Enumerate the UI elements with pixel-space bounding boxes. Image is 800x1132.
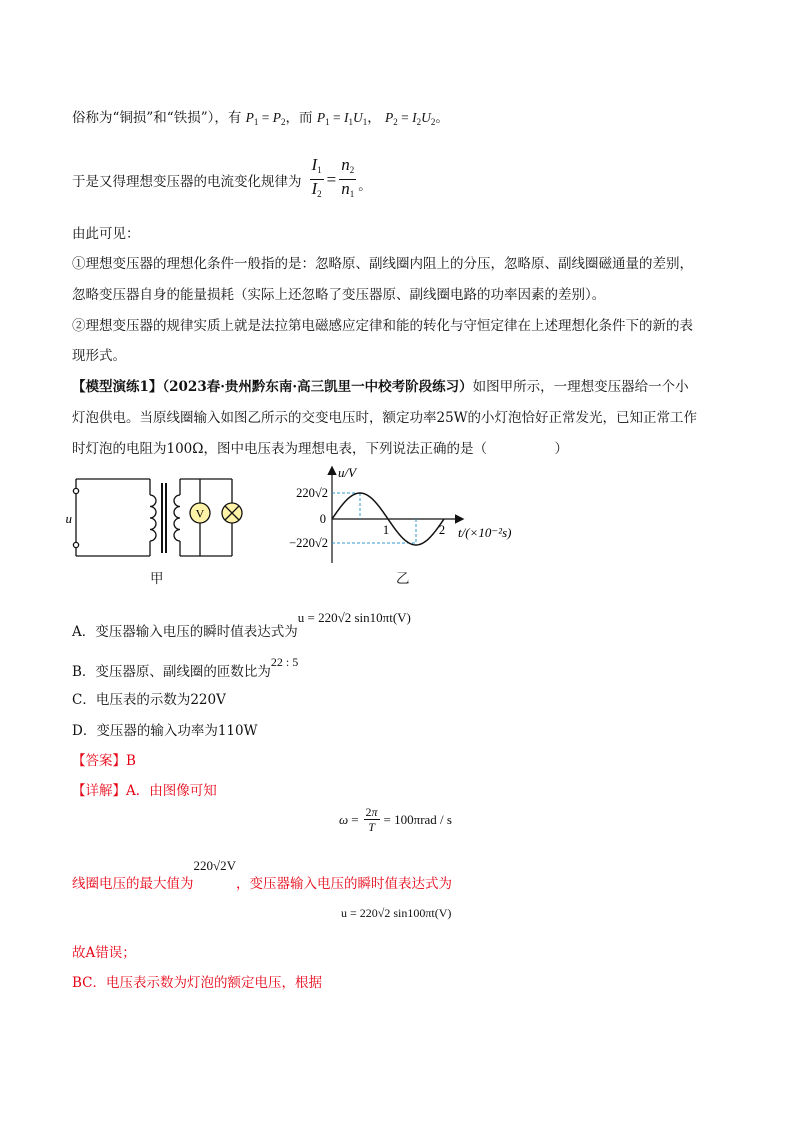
figure-yi-caption: 乙 [396,571,410,587]
option-b [72,657,298,680]
option-b-text: B．变压器原、副线圈的匝数比为 [72,664,271,680]
voltmeter-label: V [195,506,205,521]
x-tick-2: 2 [438,523,446,537]
line1-end: 。 [435,110,449,126]
answer-label: 【答案】B [72,753,136,769]
x-tick-1: 1 [382,523,390,537]
conclusion-p2-line1: ②理想变压器的规律实质上就是法拉第电磁感应定律和能的转化与守恒定律在上述理想化条件下的新的表 [72,318,693,334]
y-max-label: 220√2 [296,486,328,500]
problem-line1-rest: 如图甲所示，一理想变压器给一个小 [472,379,689,395]
text-line-1 [72,106,449,127]
line2-end: 。 [358,177,372,194]
formula-current-ratio: $\frac{I_1}{I_2}$ = $\frac{n_2}{n_1}$ [311,155,355,199]
max-voltage-value: 220√2V [193,858,237,873]
y-min-label: −220√2 [289,536,328,550]
line2-text: 于是又得理想变压器的电流变化规律为 [72,173,302,190]
detail-label [72,779,217,799]
problem-line1 [72,375,689,395]
omega-rhs: = 100πrad / s [383,811,452,827]
max-voltage-pre: 线圈电压的最大值为 [72,876,194,892]
text-line-2 [72,156,372,203]
line1-text: 俗称为“铜损”和“铁损”），有 [72,110,242,126]
line1-sep: ， [367,110,381,126]
max-voltage-line [72,858,452,892]
option-b-formula: 22 : 5 [270,655,299,669]
y-axis-label: u/V [338,465,357,480]
lamp-icon [222,503,242,523]
figure-yi-chart [282,463,532,573]
formula-p1-eq-p2: $P_1 = P_2$ [245,110,286,127]
option-a-text: A．变压器输入电压的瞬时值表达式为 [72,624,298,640]
detail-bc: BC．电压表示数为灯泡的额定电压，根据 [72,975,322,991]
problem-line2: 灯泡供电。当原线圈输入如图乙所示的交变电压时，额定功率25W的小灯泡恰好正常发光，已知正常工作 [72,410,698,426]
figure-jia-circuit [62,463,262,573]
omega-formula: ω = $\frac{2\pi}{T}$ = 100πrad / s [339,805,452,834]
formula-p1: $P_1 = I_1U_1$ [316,110,368,127]
input-voltage-label: u [65,511,72,526]
zero-label: 0 [319,512,326,526]
problem-tag: 【模型演练1】（2023春·贵州黔东南·高三凯里一中校考阶段练习） [72,379,473,395]
formula-p2: $P_2 = I_2U_2$ [385,110,436,127]
max-voltage-post: ，变压器输入电压的瞬时值表达式为 [236,876,453,892]
conclusion-p1-line1: ①理想变压器的理想化条件一般指的是：忽略原、副线圈内阻上的分压，忽略原、副线圈磁通量的差别， [72,256,693,272]
conclude-a: 故A错误； [72,945,136,961]
conclusion-heading: 由此可见： [72,226,140,242]
figure-jia-caption: 甲 [150,571,164,587]
conclusion-p1-line2: 忽略变压器自身的能量损耗（实际上还忽略了变压器原、副线圈电路的功率因素的差别）。 [72,287,606,303]
line1-mid: ，而 [285,110,313,126]
voltmeter-icon [190,503,210,523]
option-a-formula: u = 220√2 sin10πt(V) [297,610,411,625]
option-a [72,610,411,640]
detail-tag: 【详解】A．由图像可知 [72,783,217,799]
problem-line3: 时灯泡的电阻为100Ω，图中电压表为理想电表，下列说法正确的是（ ） [72,441,568,457]
formula-instant-voltage: u = 220√2 sin100πt(V) [341,906,452,920]
conclusion-p2-line2: 现形式。 [72,348,126,364]
option-d: D．变压器的输入功率为110W [72,723,258,739]
option-c: C．电压表的示数为220V [72,692,226,708]
x-axis-label: t/(×10⁻²s) [458,525,512,540]
